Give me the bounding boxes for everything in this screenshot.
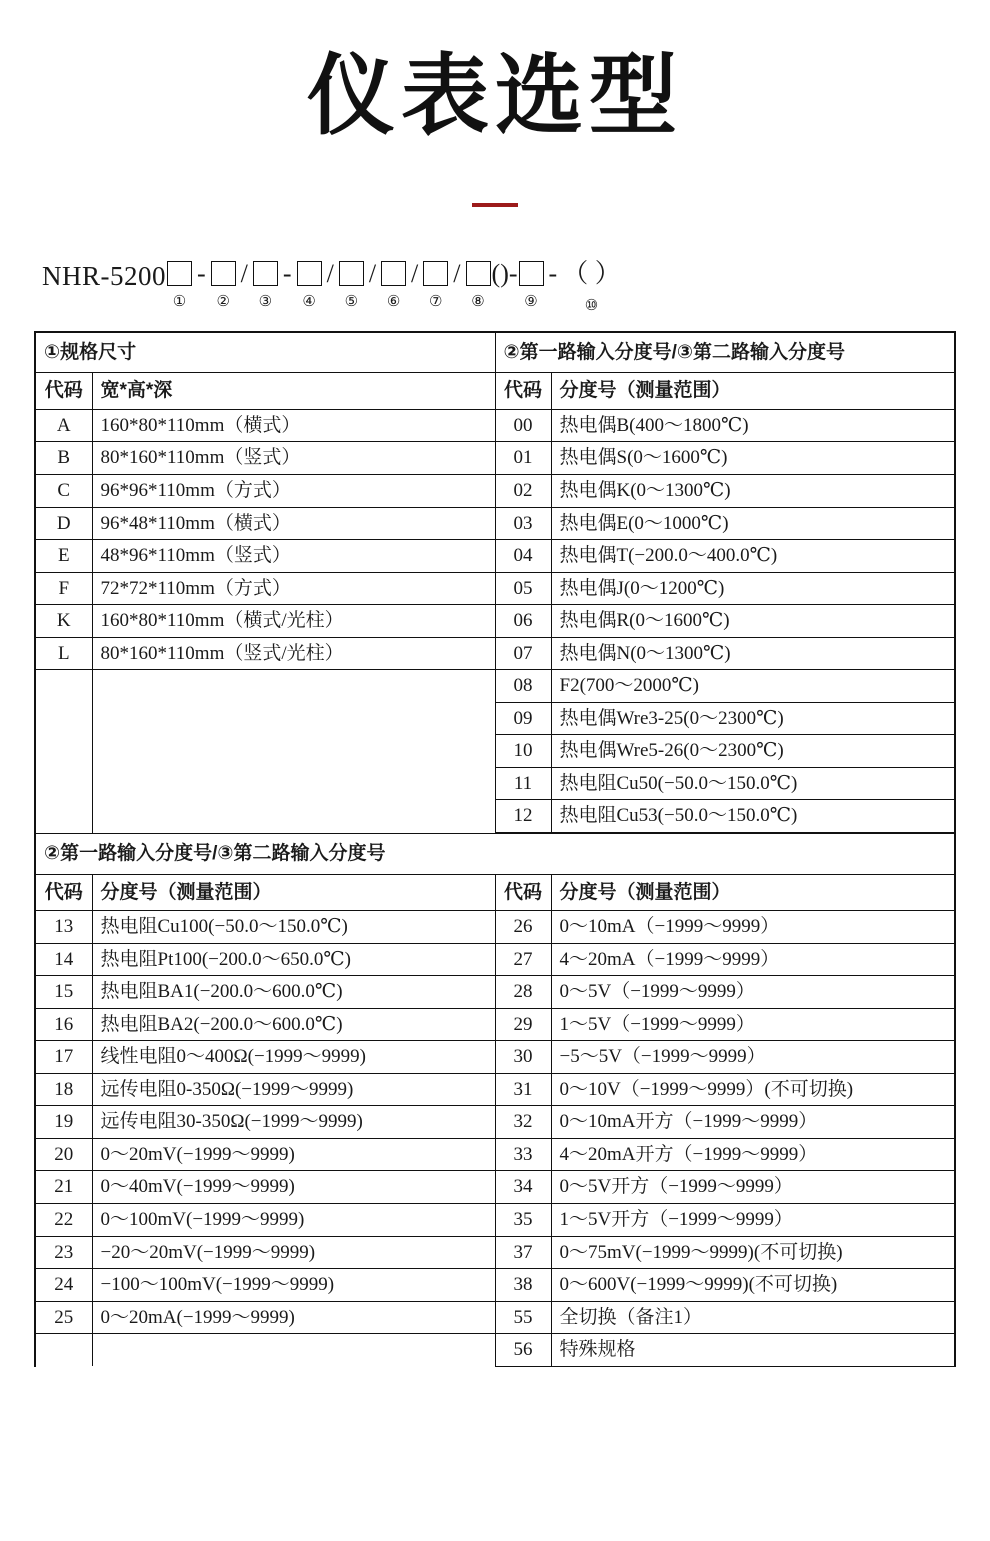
t1-left-text: 160*80*110mm（横式） <box>92 409 495 442</box>
t1-right-text: F2(700～2000℃) <box>551 670 954 703</box>
model-slot-4 <box>297 255 322 311</box>
t2-left-code: 16 <box>36 1008 92 1041</box>
t1-right-code: 09 <box>495 702 551 735</box>
model-paren-pair: （ ） <box>562 258 621 288</box>
table2-left-col-range: 分度号（测量范围） <box>92 874 495 911</box>
t2-left-code: 20 <box>36 1138 92 1171</box>
t1-right-code: 01 <box>495 442 551 475</box>
model-slot-number: ⑤ <box>344 293 359 310</box>
t1-right-text: 热电偶J(0～1200℃) <box>551 572 954 605</box>
t2-right-code: 37 <box>495 1236 551 1269</box>
t2-left-text: −20～20mV(−1999～9999) <box>92 1236 495 1269</box>
model-slot-number: ⑦ <box>429 293 443 310</box>
t2-right-text: 0～10V（−1999～9999）(不可切换) <box>551 1073 954 1106</box>
t2-right-code: 26 <box>495 911 551 944</box>
model-separator: / <box>326 258 334 288</box>
model-separator: - <box>548 258 558 288</box>
t1-right-code: 07 <box>495 637 551 670</box>
model-slot-number: ③ <box>258 293 273 310</box>
t1-right-text: 热电偶Wre5-26(0～2300℃) <box>551 735 954 768</box>
t2-right-text: 0～600V(−1999～9999)(不可切换) <box>551 1269 954 1302</box>
t2-left-text: 远传电阻30-350Ω(−1999～9999) <box>92 1106 495 1139</box>
page-title: 仪表选型 <box>306 46 683 145</box>
model-slot-number: ⑥ <box>386 293 401 310</box>
table-row <box>36 409 954 442</box>
t1-right-code: 04 <box>495 540 551 573</box>
model-separator: / <box>411 258 419 288</box>
model-separator: - <box>197 258 206 288</box>
model-paren-open: ( <box>491 258 501 288</box>
model-paren-close: )- <box>500 258 518 288</box>
t2-right-text: −5～5V（−1999～9999） <box>551 1041 954 1074</box>
spec-tables <box>34 331 956 1367</box>
t2-right-text: 4～20mA（−1999～9999） <box>551 943 954 976</box>
table-row <box>36 911 954 944</box>
model-slot-9 <box>519 255 544 311</box>
t1-left-text: 48*96*110mm（竖式） <box>92 540 495 573</box>
model-slot-box[interactable] <box>519 261 544 286</box>
table-row <box>36 605 954 638</box>
t2-right-text: 1～5V开方（−1999～9999） <box>551 1204 954 1237</box>
t2-left-text: 热电阻Cu100(−50.0～150.0℃) <box>92 911 495 944</box>
t2-right-code: 32 <box>495 1106 551 1139</box>
model-slot-box[interactable] <box>167 261 192 286</box>
model-slot-number: ⑩ <box>584 297 599 314</box>
t2-right-text: 1～5V（−1999～9999） <box>551 1008 954 1041</box>
model-slot-7 <box>423 255 448 311</box>
table-row <box>36 1106 954 1139</box>
t2-left-code: 21 <box>36 1171 92 1204</box>
model-prefix: NHR-5200 <box>42 260 166 291</box>
t1-left-code: B <box>36 442 92 475</box>
model-slot-box[interactable] <box>381 261 406 286</box>
table-row <box>36 507 954 540</box>
t2-left-code: 19 <box>36 1106 92 1139</box>
model-slot-number: ④ <box>302 293 316 310</box>
t1-left-code: K <box>36 605 92 638</box>
t2-left-text: −100～100mV(−1999～9999) <box>92 1269 495 1302</box>
t1-right-code: 06 <box>495 605 551 638</box>
t2-right-code: 27 <box>495 943 551 976</box>
model-slots <box>166 255 622 315</box>
model-slot-10 <box>562 255 621 315</box>
title-divider <box>472 203 518 207</box>
t2-right-code: 29 <box>495 1008 551 1041</box>
model-slot-8 <box>466 255 491 311</box>
model-slot-box[interactable] <box>297 261 322 286</box>
table-row <box>36 834 954 875</box>
t1-right-text: 热电偶B(400～1800℃) <box>551 409 954 442</box>
t1-left-text: 96*48*110mm（横式） <box>92 507 495 540</box>
t2-left-text: 0～40mV(−1999～9999) <box>92 1171 495 1204</box>
t1-right-code: 12 <box>495 800 551 833</box>
t1-right-code: 11 <box>495 767 551 800</box>
t2-right-code: 28 <box>495 976 551 1009</box>
t1-left-text: 80*160*110mm（竖式） <box>92 442 495 475</box>
table1-left-header: ①规格尺寸 <box>36 333 495 373</box>
t1-right-text: 热电偶E(0～1000℃) <box>551 507 954 540</box>
t1-left-code: A <box>36 409 92 442</box>
model-slot-2 <box>211 255 236 311</box>
t1-left-text: 80*160*110mm（竖式/光柱） <box>92 637 495 670</box>
t1-right-text: 热电偶K(0～1300℃) <box>551 474 954 507</box>
t2-right-text: 0～5V开方（−1999～9999） <box>551 1171 954 1204</box>
t2-right-code: 35 <box>495 1204 551 1237</box>
t2-right-text: 0～75mV(−1999～9999)(不可切换) <box>551 1236 954 1269</box>
t2-right-code: 30 <box>495 1041 551 1074</box>
model-slot-number: ① <box>172 293 187 310</box>
model-slot-box[interactable] <box>339 261 364 286</box>
table-row <box>36 1334 954 1367</box>
t2-left-text: 热电阻BA2(−200.0～600.0℃) <box>92 1008 495 1041</box>
t1-right-text: 热电阻Cu53(−50.0～150.0℃) <box>551 800 954 833</box>
t2-right-text: 0～10mA（−1999～9999） <box>551 911 954 944</box>
t1-left-code: L <box>36 637 92 670</box>
table-section-1 <box>36 333 954 833</box>
t2-left-code: 15 <box>36 976 92 1009</box>
t2-right-text: 0～10mA开方（−1999～9999） <box>551 1106 954 1139</box>
t2-right-code: 33 <box>495 1138 551 1171</box>
table2-right-col-code: 代码 <box>495 874 551 911</box>
t1-right-text: 热电偶N(0～1300℃) <box>551 637 954 670</box>
table-row <box>36 1073 954 1106</box>
model-slot-5 <box>339 255 364 311</box>
model-separator: / <box>240 258 248 288</box>
t2-left-text: 0～20mA(−1999～9999) <box>92 1301 495 1334</box>
table-row <box>36 943 954 976</box>
table-row <box>36 1236 954 1269</box>
model-slot-box[interactable] <box>211 261 236 286</box>
model-slot-box[interactable] <box>253 261 278 286</box>
model-slot-3 <box>253 255 278 311</box>
t2-left-text: 0～100mV(−1999～9999) <box>92 1204 495 1237</box>
t2-left-text: 0～20mV(−1999～9999) <box>92 1138 495 1171</box>
t1-left-code: E <box>36 540 92 573</box>
t1-left-text: 160*80*110mm（横式/光柱） <box>92 605 495 638</box>
t2-right-text: 全切换（备注1） <box>551 1301 954 1334</box>
table-row <box>36 540 954 573</box>
table2-right-col-range: 分度号（测量范围） <box>551 874 954 911</box>
model-slot-box[interactable] <box>423 261 448 286</box>
t2-left-code: 25 <box>36 1301 92 1334</box>
t1-right-code: 00 <box>495 409 551 442</box>
model-slot-6 <box>381 255 406 311</box>
t2-left-code: 13 <box>36 911 92 944</box>
table1-right-col-code: 代码 <box>495 373 551 410</box>
t2-right-code: 55 <box>495 1301 551 1334</box>
table-row <box>36 1171 954 1204</box>
t1-right-code: 08 <box>495 670 551 703</box>
table-row <box>36 735 954 768</box>
table-row <box>36 670 954 703</box>
t2-left-text: 热电阻BA1(−200.0～600.0℃) <box>92 976 495 1009</box>
t2-right-code: 34 <box>495 1171 551 1204</box>
t1-left-text: 96*96*110mm（方式） <box>92 474 495 507</box>
table1-right-col-range: 分度号（测量范围） <box>551 373 954 410</box>
t1-right-code: 05 <box>495 572 551 605</box>
table-row <box>36 333 954 373</box>
table-row <box>36 874 954 911</box>
table-row <box>36 767 954 800</box>
t2-left-code: 18 <box>36 1073 92 1106</box>
t2-right-text: 4～20mA开方（−1999～9999） <box>551 1138 954 1171</box>
table1-right-header: ②第一路输入分度号/③第二路输入分度号 <box>495 333 954 373</box>
model-slot-box[interactable] <box>466 261 491 286</box>
t1-right-text: 热电偶Wre3-25(0～2300℃) <box>551 702 954 735</box>
t1-right-text: 热电偶S(0～1600℃) <box>551 442 954 475</box>
t1-left-text: 72*72*110mm（方式） <box>92 572 495 605</box>
table-row <box>36 442 954 475</box>
t1-right-text: 热电偶R(0～1600℃) <box>551 605 954 638</box>
t2-right-text: 0～5V（−1999～9999） <box>551 976 954 1009</box>
t1-left-code: F <box>36 572 92 605</box>
table-row <box>36 1204 954 1237</box>
table-row <box>36 1138 954 1171</box>
table-row <box>36 572 954 605</box>
table2-left-col-code: 代码 <box>36 874 92 911</box>
table-row <box>36 702 954 735</box>
table1-left-col-code: 代码 <box>36 373 92 410</box>
table-section-2 <box>36 833 954 1367</box>
t2-left-code: 24 <box>36 1269 92 1302</box>
model-separator: / <box>368 258 377 288</box>
table-row <box>36 637 954 670</box>
table2-header: ②第一路输入分度号/③第二路输入分度号 <box>36 834 954 875</box>
model-slot-number: ⑨ <box>524 293 538 310</box>
table-row <box>36 1301 954 1334</box>
t1-right-code: 10 <box>495 735 551 768</box>
table-row <box>36 1008 954 1041</box>
t2-left-code: 14 <box>36 943 92 976</box>
t1-right-text: 热电偶T(−200.0～400.0℃) <box>551 540 954 573</box>
model-separator: / <box>453 258 461 288</box>
t1-right-text: 热电阻Cu50(−50.0～150.0℃) <box>551 767 954 800</box>
t2-left-text: 热电阻Pt100(−200.0～650.0℃) <box>92 943 495 976</box>
t2-right-code: 31 <box>495 1073 551 1106</box>
t2-right-code: 38 <box>495 1269 551 1302</box>
t1-left-code: C <box>36 474 92 507</box>
t2-left-code: 17 <box>36 1041 92 1074</box>
t2-right-code: 56 <box>495 1334 551 1367</box>
t2-left-code: 22 <box>36 1204 92 1237</box>
table-row <box>36 373 954 410</box>
table-row <box>36 474 954 507</box>
t2-left-text: 远传电阻0-350Ω(−1999～9999) <box>92 1073 495 1106</box>
model-code-line <box>0 255 990 315</box>
model-slot-number: ⑧ <box>471 293 485 310</box>
model-slot-1 <box>167 255 192 311</box>
t2-left-text: 线性电阻0～400Ω(−1999～9999) <box>92 1041 495 1074</box>
model-separator: - <box>282 258 292 288</box>
t1-right-code: 03 <box>495 507 551 540</box>
model-slot-number: ② <box>216 293 230 310</box>
t2-left-code: 23 <box>36 1236 92 1269</box>
table-row <box>36 976 954 1009</box>
t1-left-code: D <box>36 507 92 540</box>
table-row <box>36 800 954 833</box>
t2-right-text: 特殊规格 <box>551 1334 954 1367</box>
table-row <box>36 1269 954 1302</box>
t1-right-code: 02 <box>495 474 551 507</box>
table1-left-col-size: 宽*高*深 <box>92 373 495 410</box>
table-row <box>36 1041 954 1074</box>
